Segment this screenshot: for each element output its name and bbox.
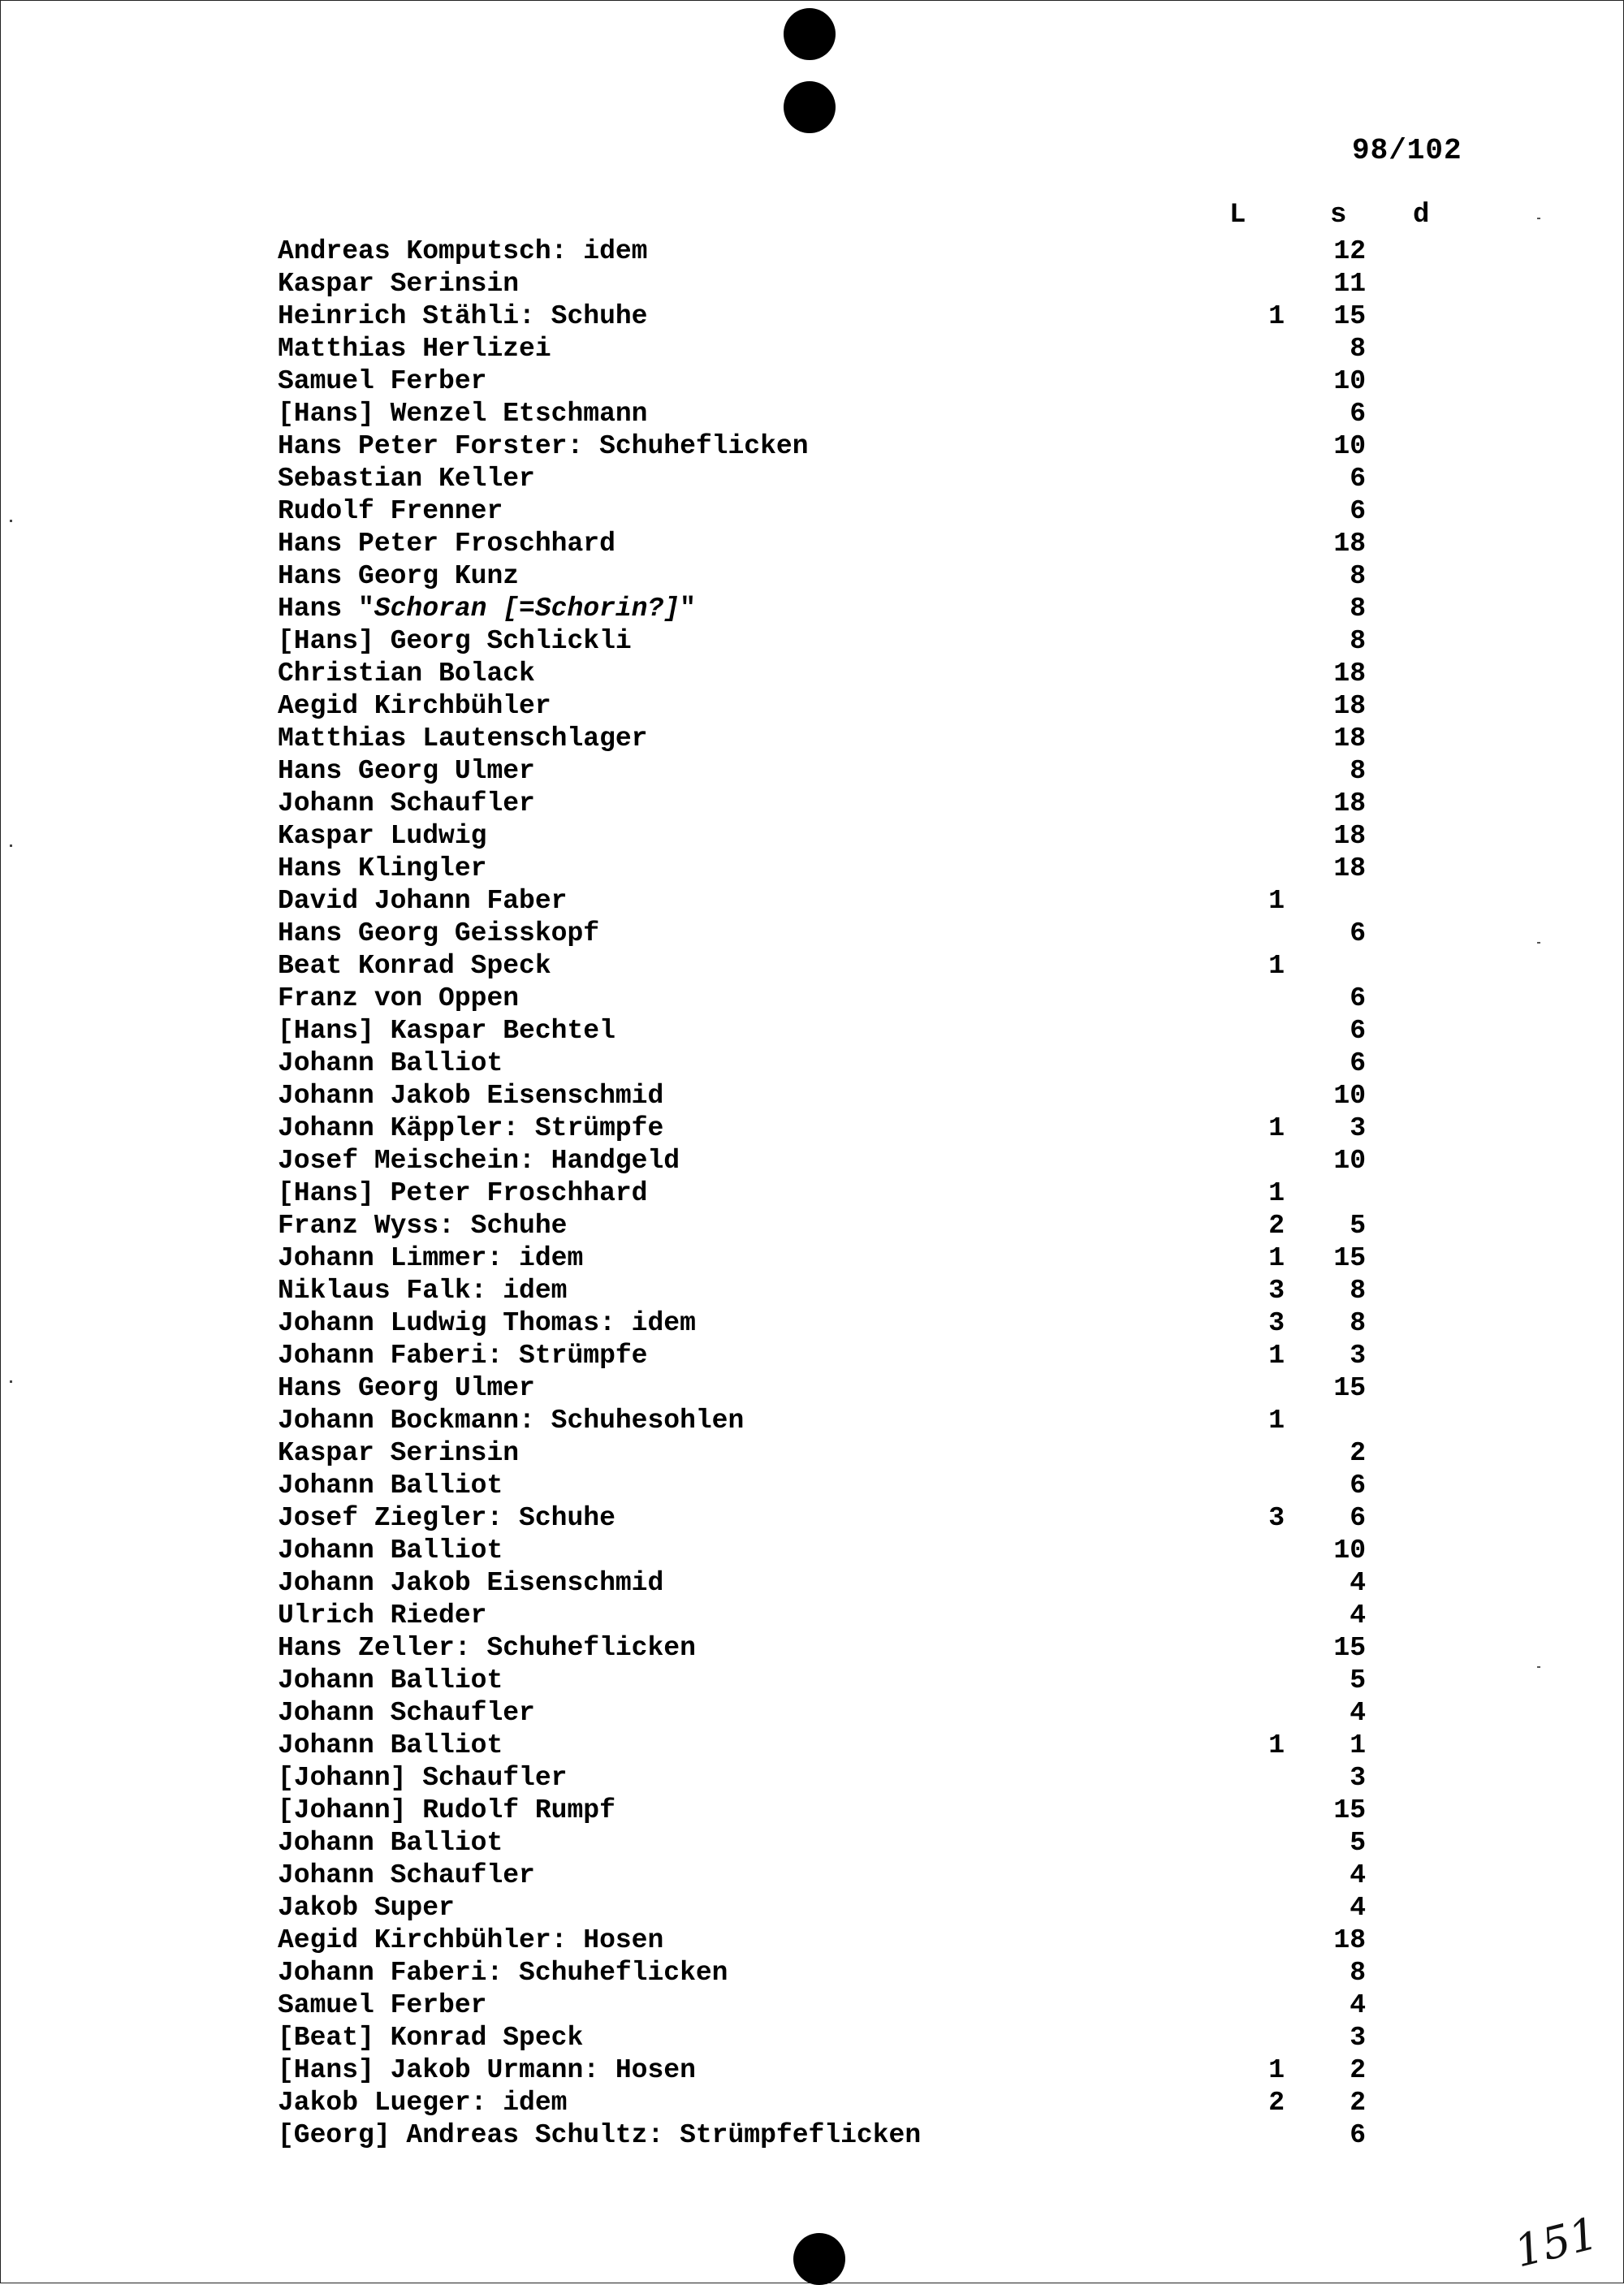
entry-shillings: 6	[1350, 983, 1366, 1013]
ledger-row	[0, 398, 1624, 430]
ledger-row	[0, 1145, 1624, 1177]
ledger-row	[0, 658, 1624, 690]
entry-shillings: 3	[1350, 2023, 1366, 2053]
entry-shillings: 8	[1350, 626, 1366, 656]
entry-shillings: 15	[1333, 1795, 1366, 1825]
entry-shillings: 15	[1333, 1633, 1366, 1663]
ledger-row	[0, 1860, 1624, 1892]
ledger-row	[0, 1632, 1624, 1665]
entry-name: Rudolf Frenner	[278, 496, 503, 526]
entry-shillings: 3	[1350, 1763, 1366, 1793]
punch-hole-top	[784, 8, 836, 60]
ledger-row	[0, 1502, 1624, 1535]
entry-name: Kaspar Serinsin	[278, 1438, 520, 1468]
handwritten-folio-number: 151	[1509, 2207, 1604, 2278]
entry-pounds: 3	[1268, 1276, 1285, 1306]
entry-name: Andreas Komputsch: idem	[278, 236, 648, 266]
ledger-row	[0, 1275, 1624, 1307]
margin-tick	[1537, 218, 1540, 219]
entry-name: Johann Jakob Eisenschmid	[278, 1081, 664, 1111]
entry-shillings: 8	[1350, 756, 1366, 786]
entry-shillings: 6	[1350, 918, 1366, 948]
entry-name: Franz Wyss: Schuhe	[278, 1211, 568, 1241]
ledger-row	[0, 1470, 1624, 1502]
entry-shillings: 10	[1333, 366, 1366, 396]
entry-name: Matthias Herlizei	[278, 334, 551, 364]
entry-shillings: 15	[1333, 301, 1366, 331]
ledger-row	[0, 1957, 1624, 1989]
entry-shillings: 18	[1333, 691, 1366, 721]
entry-shillings: 4	[1350, 1568, 1366, 1598]
ledger-row	[0, 1112, 1624, 1145]
entry-name: Aegid Kirchbühler: Hosen	[278, 1925, 664, 1955]
entry-shillings: 6	[1350, 496, 1366, 526]
entry-pounds: 1	[1268, 886, 1285, 916]
ledger-row	[0, 1730, 1624, 1762]
ledger-row	[0, 235, 1624, 268]
entry-name: Johann Faberi: Strümpfe	[278, 1341, 648, 1371]
entry-shillings: 8	[1350, 1276, 1366, 1306]
entry-shillings: 6	[1350, 1471, 1366, 1501]
entry-shillings: 15	[1333, 1243, 1366, 1273]
entry-shillings: 11	[1333, 269, 1366, 299]
entry-name: Johann Schaufler	[278, 788, 535, 819]
entry-name: Johann Balliot	[278, 1665, 503, 1695]
punch-hole-bottom	[793, 2233, 845, 2285]
entry-name: [Hans] Wenzel Etschmann	[278, 399, 648, 429]
entry-name: Johann Jakob Eisenschmid	[278, 1568, 664, 1598]
entry-pounds: 2	[1268, 2088, 1285, 2118]
entry-shillings: 5	[1350, 1211, 1366, 1241]
entry-name: Johann Schaufler	[278, 1860, 535, 1890]
entry-name: Johann Schaufler	[278, 1698, 535, 1728]
ledger-row	[0, 625, 1624, 658]
ledger-row	[0, 1989, 1624, 2022]
entry-shillings: 2	[1350, 1438, 1366, 1468]
entry-name: Ulrich Rieder	[278, 1600, 487, 1631]
ledger-row	[0, 1210, 1624, 1242]
entry-shillings: 18	[1333, 821, 1366, 851]
entry-shillings: 8	[1350, 1308, 1366, 1338]
entry-name: Johann Balliot	[278, 1536, 503, 1566]
entry-name: Johann Ludwig Thomas: idem	[278, 1308, 696, 1338]
ledger-row	[0, 1307, 1624, 1340]
entry-name: Hans Georg Geisskopf	[278, 918, 600, 948]
entry-name: Johann Balliot	[278, 1828, 503, 1858]
entry-shillings: 18	[1333, 724, 1366, 754]
entry-name: Josef Meischein: Handgeld	[278, 1146, 680, 1176]
entry-pounds: 1	[1268, 1113, 1285, 1143]
entry-name: [Hans] Kaspar Bechtel	[278, 1016, 615, 1046]
ledger-row	[0, 853, 1624, 885]
ledger-row	[0, 300, 1624, 333]
entry-shillings: 6	[1350, 1016, 1366, 1046]
ledger-row	[0, 1177, 1624, 1210]
entry-shillings: 2	[1350, 2088, 1366, 2118]
entry-shillings: 4	[1350, 1990, 1366, 2020]
ledger-row	[0, 1080, 1624, 1112]
entry-shillings: 18	[1333, 529, 1366, 559]
entry-shillings: 18	[1333, 659, 1366, 689]
ledger-row	[0, 2054, 1624, 2087]
entry-shillings: 6	[1350, 1503, 1366, 1533]
entry-name: Johann Käppler: Strümpfe	[278, 1113, 664, 1143]
ledger-row	[0, 2087, 1624, 2119]
ledger-row	[0, 723, 1624, 755]
entry-pounds: 1	[1268, 1178, 1285, 1208]
ledger-row	[0, 1015, 1624, 1047]
ledger-row	[0, 2022, 1624, 2054]
entry-shillings: 8	[1350, 561, 1366, 591]
entry-shillings: 18	[1333, 788, 1366, 819]
entry-shillings: 10	[1333, 1081, 1366, 1111]
ledger-row	[0, 1242, 1624, 1275]
entry-shillings: 10	[1333, 1146, 1366, 1176]
entry-pounds: 1	[1268, 951, 1285, 981]
ledger-entries	[0, 235, 1624, 2152]
entry-shillings: 2	[1350, 2055, 1366, 2085]
ledger-row	[0, 1892, 1624, 1924]
entry-shillings: 15	[1333, 1373, 1366, 1403]
entry-name: Josef Ziegler: Schuhe	[278, 1503, 615, 1533]
entry-shillings: 8	[1350, 1958, 1366, 1988]
ledger-row	[0, 1567, 1624, 1600]
entry-shillings: 8	[1350, 594, 1366, 624]
ledger-row	[0, 560, 1624, 593]
entry-name: Jakob Super	[278, 1893, 455, 1923]
entry-name: [Hans] Georg Schlickli	[278, 626, 632, 656]
ledger-row	[0, 1924, 1624, 1957]
ledger-row	[0, 495, 1624, 528]
entry-shillings: 6	[1350, 2120, 1366, 2150]
entry-shillings: 4	[1350, 1698, 1366, 1728]
ledger-row	[0, 788, 1624, 820]
entry-name: [Hans] Jakob Urmann: Hosen	[278, 2055, 696, 2085]
ledger-row	[0, 1405, 1624, 1437]
entry-name: Sebastian Keller	[278, 464, 535, 494]
punch-hole-second	[784, 81, 836, 133]
entry-name: Johann Balliot	[278, 1471, 503, 1501]
entry-shillings: 10	[1333, 431, 1366, 461]
entry-name: [Hans] Peter Froschhard	[278, 1178, 648, 1208]
entry-pounds: 2	[1268, 1211, 1285, 1241]
entry-name: Johann Balliot	[278, 1730, 503, 1760]
entry-shillings: 6	[1350, 399, 1366, 429]
ledger-row	[0, 983, 1624, 1015]
entry-shillings: 18	[1333, 853, 1366, 883]
ledger-row	[0, 1047, 1624, 1080]
entry-shillings: 5	[1350, 1828, 1366, 1858]
entry-name: Christian Bolack	[278, 659, 535, 689]
entry-name: Beat Konrad Speck	[278, 951, 551, 981]
entry-name: Johann Balliot	[278, 1048, 503, 1078]
ledger-row	[0, 1535, 1624, 1567]
entry-name: Hans Peter Forster: Schuheflicken	[278, 431, 809, 461]
entry-shillings: 1	[1350, 1730, 1366, 1760]
entry-pounds: 1	[1268, 2055, 1285, 2085]
ledger-row	[0, 885, 1624, 918]
ledger-row	[0, 1697, 1624, 1730]
ledger-row	[0, 1340, 1624, 1372]
entry-name: Johann Faberi: Schuheflicken	[278, 1958, 728, 1988]
ledger-row	[0, 1827, 1624, 1860]
ledger-row	[0, 950, 1624, 983]
entry-name: Hans "Schoran [=Schorin?]"	[278, 594, 696, 624]
entry-name: Samuel Ferber	[278, 1990, 487, 2020]
entry-name: [Georg] Andreas Schultz: Strümpfeflicken	[278, 2120, 922, 2150]
ledger-row	[0, 593, 1624, 625]
ledger-row	[0, 430, 1624, 463]
entry-shillings: 3	[1350, 1113, 1366, 1143]
entry-name: David Johann Faber	[278, 886, 568, 916]
ledger-row	[0, 1600, 1624, 1632]
entry-name: Heinrich Stähli: Schuhe	[278, 301, 648, 331]
entry-name: Kaspar Ludwig	[278, 821, 487, 851]
ledger-row	[0, 1795, 1624, 1827]
entry-pounds: 1	[1268, 301, 1285, 331]
entry-name: Franz von Oppen	[278, 983, 520, 1013]
ledger-row	[0, 268, 1624, 300]
column-header-shillings: s	[1330, 200, 1347, 231]
entry-name: Kaspar Serinsin	[278, 269, 520, 299]
entry-shillings: 8	[1350, 334, 1366, 364]
entry-shillings: 5	[1350, 1665, 1366, 1695]
page-number: 98/102	[1352, 134, 1462, 167]
ledger-row	[0, 918, 1624, 950]
ledger-row	[0, 1437, 1624, 1470]
ledger-row	[0, 365, 1624, 398]
entry-name: Hans Georg Ulmer	[278, 756, 535, 786]
entry-name: Hans Peter Froschhard	[278, 529, 615, 559]
entry-pounds: 1	[1268, 1406, 1285, 1436]
entry-name: Samuel Ferber	[278, 366, 487, 396]
ledger-row	[0, 1665, 1624, 1697]
entry-pounds: 3	[1268, 1503, 1285, 1533]
entry-shillings: 4	[1350, 1600, 1366, 1631]
ledger-row	[0, 1372, 1624, 1405]
column-header-pounds: L	[1229, 200, 1246, 231]
entry-shillings: 4	[1350, 1893, 1366, 1923]
entry-name: Hans Georg Kunz	[278, 561, 520, 591]
entry-name: [Johann] Rudolf Rumpf	[278, 1795, 615, 1825]
entry-shillings: 18	[1333, 1925, 1366, 1955]
entry-shillings: 10	[1333, 1536, 1366, 1566]
entry-shillings: 6	[1350, 1048, 1366, 1078]
entry-name: Matthias Lautenschlager	[278, 724, 648, 754]
entry-name: [Beat] Konrad Speck	[278, 2023, 584, 2053]
entry-name: Jakob Lueger: idem	[278, 2088, 568, 2118]
entry-name: Hans Klingler	[278, 853, 487, 883]
entry-name: Hans Zeller: Schuheflicken	[278, 1633, 696, 1663]
entry-shillings: 6	[1350, 464, 1366, 494]
entry-shillings: 4	[1350, 1860, 1366, 1890]
entry-pounds: 1	[1268, 1341, 1285, 1371]
entry-name: Hans Georg Ulmer	[278, 1373, 535, 1403]
entry-name: [Johann] Schaufler	[278, 1763, 568, 1793]
entry-pounds: 3	[1268, 1308, 1285, 1338]
entry-name: Johann Bockmann: Schuhesohlen	[278, 1406, 745, 1436]
entry-pounds: 1	[1268, 1730, 1285, 1760]
entry-name: Aegid Kirchbühler	[278, 691, 551, 721]
ledger-row	[0, 2119, 1624, 2152]
entry-pounds: 1	[1268, 1243, 1285, 1273]
ledger-row	[0, 528, 1624, 560]
ledger-row	[0, 1762, 1624, 1795]
entry-shillings: 12	[1333, 236, 1366, 266]
ledger-row	[0, 755, 1624, 788]
entry-name: Niklaus Falk: idem	[278, 1276, 568, 1306]
ledger-row	[0, 463, 1624, 495]
column-header-pence: d	[1413, 200, 1430, 231]
ledger-row	[0, 690, 1624, 723]
ledger-row	[0, 820, 1624, 853]
entry-shillings: 3	[1350, 1341, 1366, 1371]
ledger-row	[0, 333, 1624, 365]
entry-name: Johann Limmer: idem	[278, 1243, 584, 1273]
